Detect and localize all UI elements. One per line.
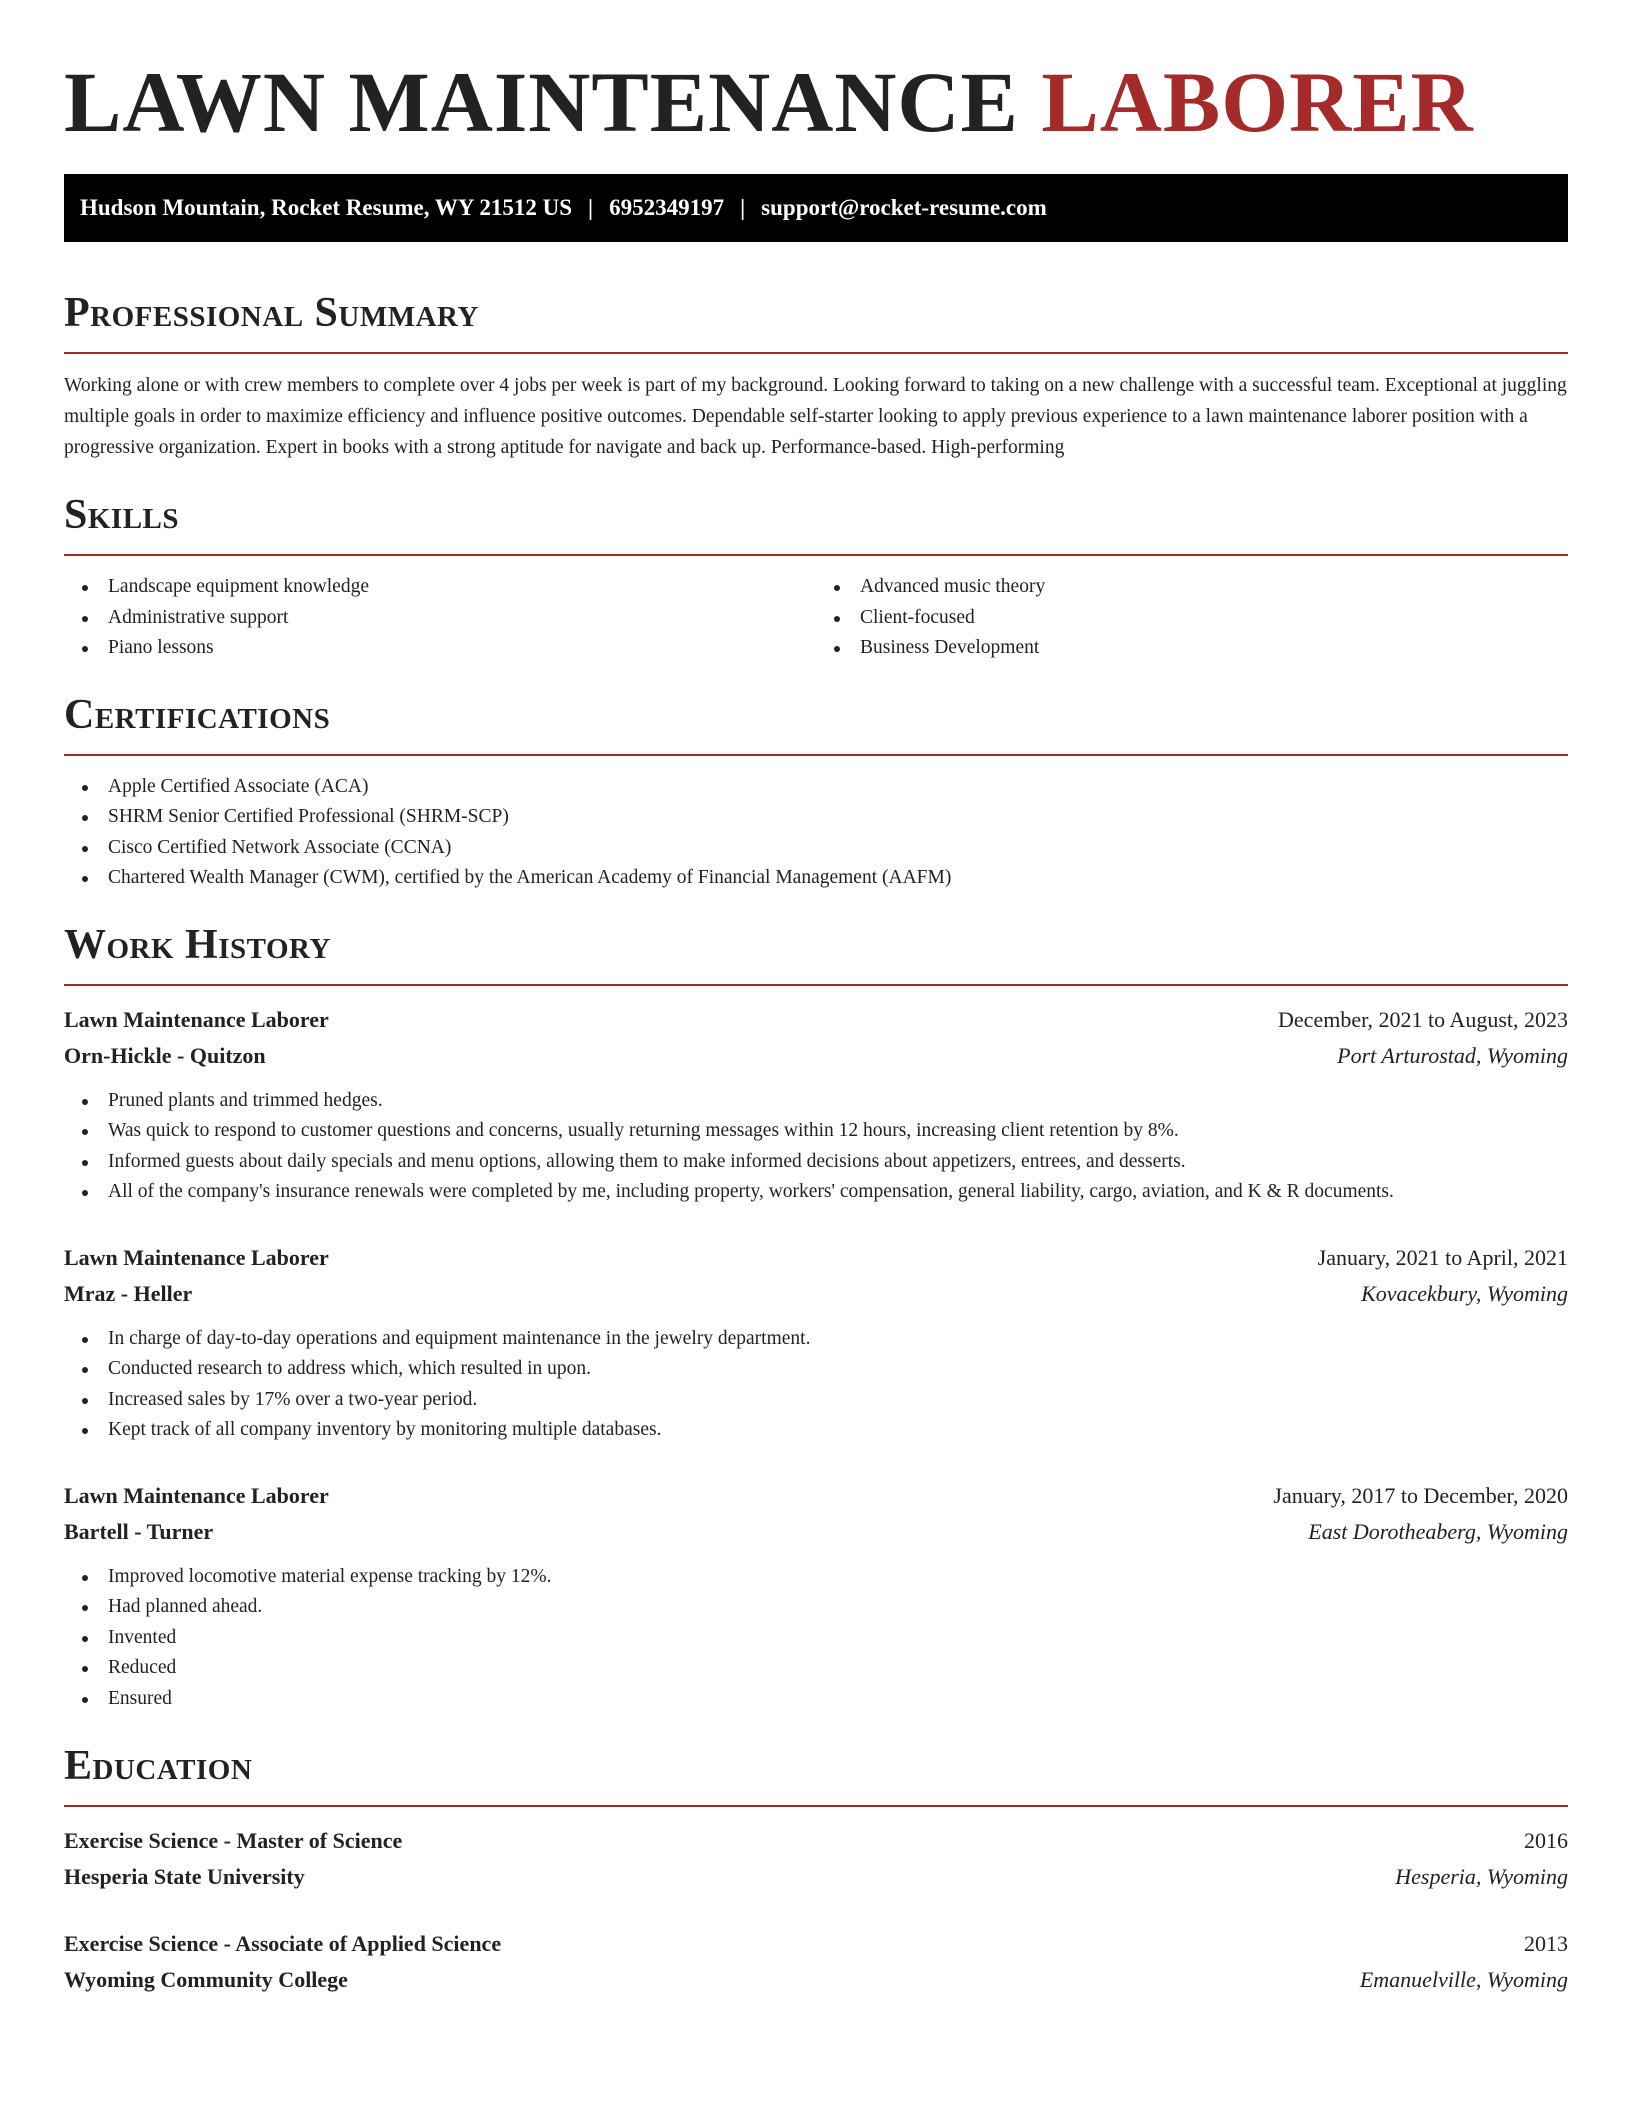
job-bullet: Kept track of all company inventory by monitoring multiple databases. — [64, 1415, 1568, 1446]
education-degree-row — [64, 1823, 1568, 1859]
job-bullet: Pruned plants and trimmed hedges. — [64, 1086, 1568, 1117]
job-entry — [64, 1240, 1568, 1446]
certification-item: Cisco Certified Network Associate (CCNA) — [64, 833, 1568, 864]
job-dates: January, 2017 to December, 2020 — [1273, 1482, 1568, 1508]
job-company: Bartell - Turner — [64, 1518, 214, 1544]
job-location: Kovacekbury, Wyoming — [1361, 1280, 1568, 1306]
job-bullet: Improved locomotive material expense tracking by 12%. — [64, 1562, 1568, 1593]
certifications-list — [64, 772, 1568, 894]
job-bullet: All of the company's insurance renewals were completed by me, including property, workers' compensation, general liability, cargo, aviation, and K & R documents. — [64, 1177, 1568, 1208]
education-entry — [64, 1926, 1568, 1998]
certification-item: SHRM Senior Certified Professional (SHRM-SCP) — [64, 802, 1568, 833]
education-school: Hesperia State University — [64, 1864, 305, 1889]
job-bullet: Increased sales by 17% over a two-year period. — [64, 1385, 1568, 1416]
job-header-row — [64, 1478, 1568, 1514]
section-title-work-history: Work History — [64, 921, 331, 968]
job-bullets — [64, 1086, 1568, 1208]
section-title-education: Education — [64, 1743, 253, 1789]
job-header-row — [64, 1240, 1568, 1276]
education-school-row — [64, 1962, 1568, 1998]
job-company-row — [64, 1514, 1568, 1550]
education-location: Emanuelville, Wyoming — [1359, 1967, 1568, 1992]
job-bullet: Conducted research to address which, which resulted in upon. — [64, 1354, 1568, 1385]
name-main: LAWN MAINTENANCE — [64, 54, 1019, 150]
job-bullets — [64, 1324, 1568, 1446]
job-role: Lawn Maintenance Laborer — [64, 1006, 329, 1032]
education-section — [64, 1741, 1568, 1998]
skill-item: Piano lessons — [64, 633, 816, 664]
section-divider — [64, 554, 1568, 556]
job-dates: January, 2021 to April, 2021 — [1317, 1244, 1568, 1270]
job-bullet: Ensured — [64, 1684, 1568, 1715]
certification-item: Chartered Wealth Manager (CWM), certified by the American Academy of Financial Management (AAFM) — [64, 863, 1568, 894]
education-year: 2016 — [1524, 1828, 1568, 1853]
skill-item: Administrative support — [64, 603, 816, 634]
education-degree: Exercise Science - Associate of Applied Science — [64, 1931, 502, 1956]
education-entry — [64, 1823, 1568, 1895]
education-school-row — [64, 1859, 1568, 1895]
contact-separator: | — [740, 195, 746, 220]
job-bullet: Reduced — [64, 1653, 1568, 1684]
section-divider — [64, 984, 1568, 986]
job-location: East Dorotheaberg, Wyoming — [1308, 1518, 1568, 1544]
summary-section — [64, 288, 1568, 463]
skill-item: Landscape equipment knowledge — [64, 572, 816, 603]
job-company: Mraz - Heller — [64, 1280, 193, 1306]
job-location: Port Arturostad, Wyoming — [1337, 1042, 1568, 1068]
job-header-row — [64, 1002, 1568, 1038]
job-company-row — [64, 1038, 1568, 1074]
work-history-section — [64, 920, 1568, 1715]
education-degree-row — [64, 1926, 1568, 1962]
job-bullet: Was quick to respond to customer questions and concerns, usually returning messages within 12 hours, increasing client retention by 8%. — [64, 1116, 1568, 1147]
section-divider — [64, 1805, 1568, 1807]
name-accent: LABORER — [1041, 54, 1474, 150]
education-school: Wyoming Community College — [64, 1967, 348, 1992]
education-degree: Exercise Science - Master of Science — [64, 1828, 403, 1853]
contact-address: Hudson Mountain, Rocket Resume, WY 21512 US — [80, 195, 572, 220]
skills-grid — [64, 572, 1568, 664]
job-entry — [64, 1478, 1568, 1715]
contact-bar — [64, 174, 1568, 242]
section-divider — [64, 352, 1568, 354]
job-bullet: Invented — [64, 1623, 1568, 1654]
contact-phone: 6952349197 — [609, 195, 725, 220]
section-title-skills: Skills — [64, 492, 180, 538]
summary-text: Working alone or with crew members to complete over 4 jobs per week is part of my background. Looking forward to taking on a new challenge with a successful team. Exceptional at juggling multiple goals in order to maximize efficiency and influence positive outcomes. Dependable self-starter looking to apply previous experience to a lawn maintenance laborer position with a progressive organization. Expert in books with a strong aptitude for navigate and back up. Performance-based. High-performing — [64, 375, 1567, 458]
contact-separator: | — [588, 195, 594, 220]
job-bullet: Informed guests about daily specials and menu options, allowing them to make informed decisions about appetizers, entrees, and desserts. — [64, 1147, 1568, 1178]
skill-item: Advanced music theory — [816, 572, 1568, 603]
candidate-name — [64, 52, 1568, 152]
job-bullet: Had planned ahead. — [64, 1592, 1568, 1623]
job-entry — [64, 1002, 1568, 1208]
skill-item: Client-focused — [816, 603, 1568, 634]
skills-column-right — [816, 572, 1568, 664]
contact-email[interactable]: support@rocket-resume.com — [761, 195, 1047, 220]
job-role: Lawn Maintenance Laborer — [64, 1244, 329, 1270]
job-bullets — [64, 1562, 1568, 1715]
job-role: Lawn Maintenance Laborer — [64, 1482, 329, 1508]
job-company: Orn-Hickle - Quitzon — [64, 1042, 266, 1068]
job-bullet: In charge of day-to-day operations and equipment maintenance in the jewelry department. — [64, 1324, 1568, 1355]
skills-column-left — [64, 572, 816, 664]
job-company-row — [64, 1276, 1568, 1312]
skill-item: Business Development — [816, 633, 1568, 664]
certifications-section — [64, 690, 1568, 894]
certification-item: Apple Certified Associate (ACA) — [64, 772, 1568, 803]
education-location: Hesperia, Wyoming — [1395, 1864, 1568, 1889]
skills-section — [64, 490, 1568, 664]
section-title-certifications: Certifications — [64, 691, 331, 738]
job-dates: December, 2021 to August, 2023 — [1278, 1006, 1568, 1032]
education-year: 2013 — [1524, 1931, 1568, 1956]
section-title-summary: Professional Summary — [64, 290, 479, 336]
section-divider — [64, 754, 1568, 756]
